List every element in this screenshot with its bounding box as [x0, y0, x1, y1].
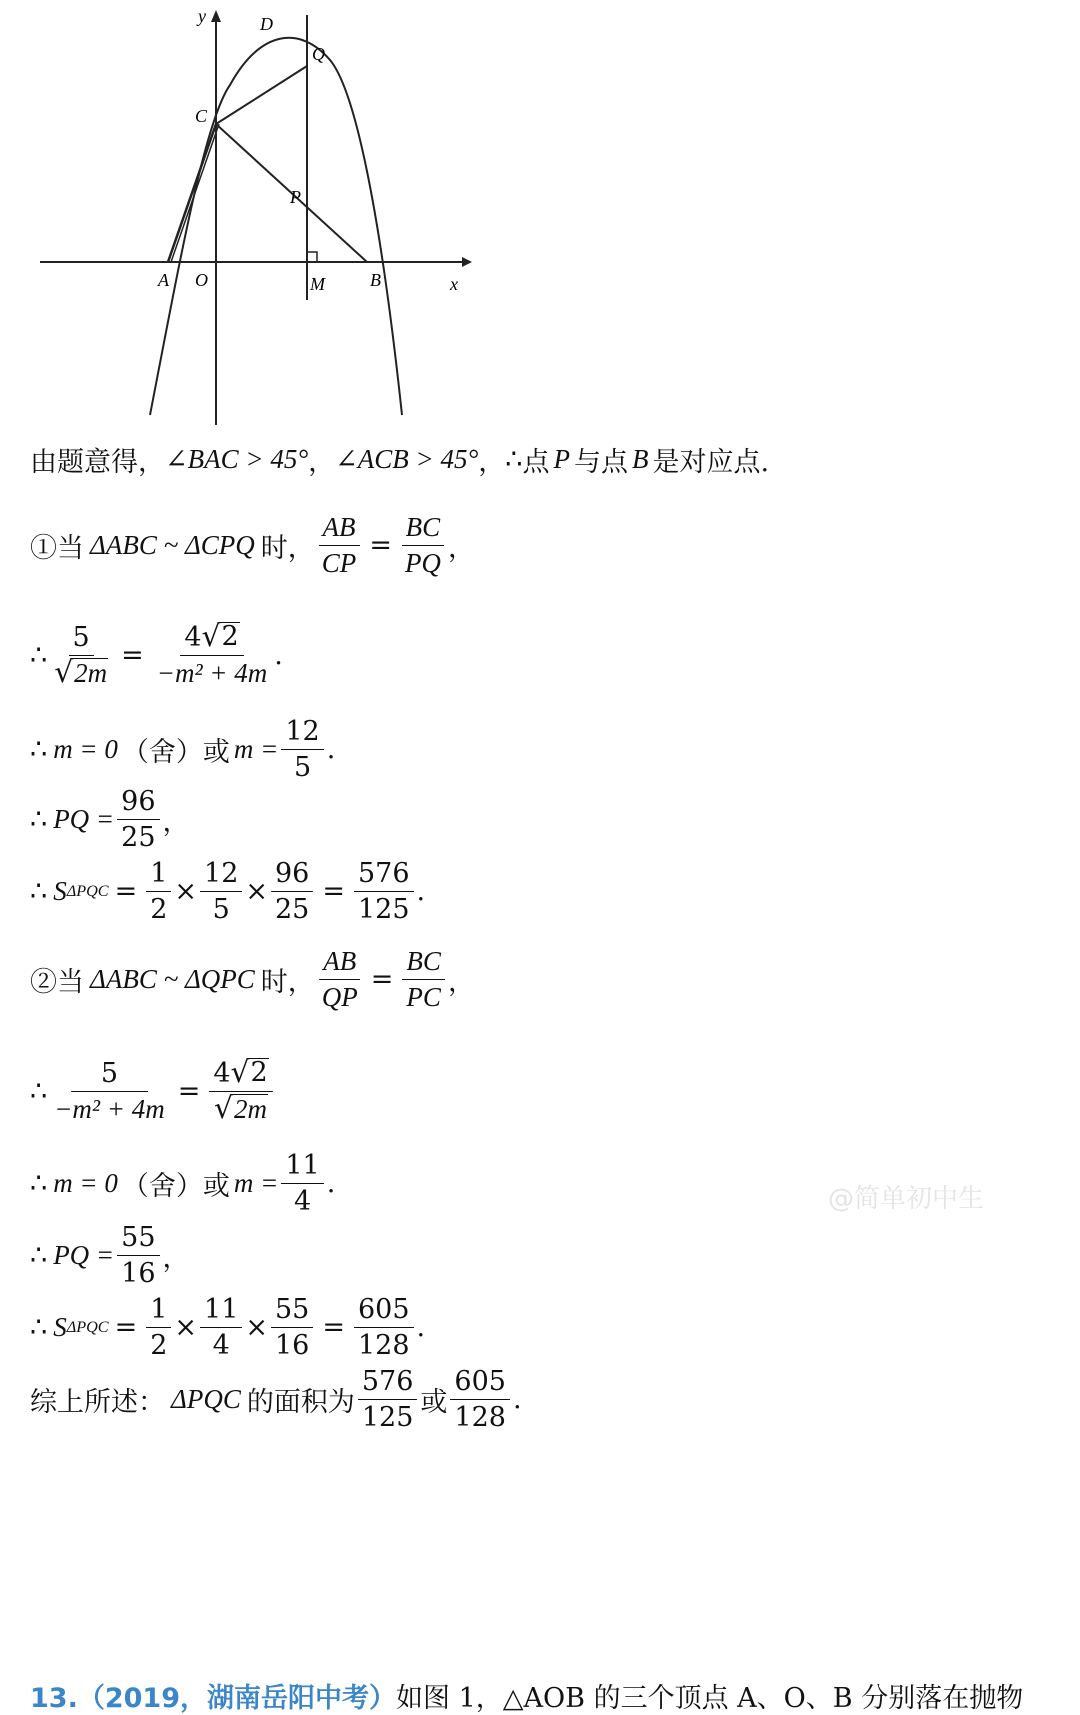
angle-bac: ∠BAC > 45° — [165, 444, 309, 474]
text: 综上所述： — [30, 1387, 165, 1419]
similarity: ΔABC ~ ΔCPQ — [90, 530, 255, 561]
area-symbol: S — [53, 876, 67, 907]
label-x: x — [450, 274, 458, 294]
case-1-line — [30, 512, 475, 579]
angle-acb: ∠ACB > 45° — [335, 444, 479, 474]
denominator: PQ — [404, 548, 441, 579]
denominator: 25 — [275, 894, 310, 926]
equals: = — [177, 1076, 201, 1108]
therefore-symbol: ∴ — [30, 640, 48, 672]
radicand: 2m — [74, 658, 108, 689]
therefore-symbol: ∴ — [505, 444, 523, 475]
sqrt: √ 2 — [230, 1055, 268, 1090]
denominator: 125 — [361, 1402, 414, 1434]
denominator: CP — [321, 548, 357, 579]
text: （舍）或 — [121, 737, 230, 769]
text: ， — [162, 807, 190, 839]
question-label: 13.（2019，湖南岳阳中考） — [30, 1683, 396, 1714]
denominator: 16 — [121, 1258, 156, 1290]
label-b: B — [370, 270, 381, 290]
text: 与点 — [573, 447, 628, 478]
segment-cq — [216, 66, 307, 124]
x-axis-arrow — [462, 257, 472, 267]
expression: m = — [233, 1168, 279, 1199]
therefore-symbol: ∴ — [30, 734, 48, 766]
fraction — [50, 1058, 169, 1125]
text: ， — [478, 447, 506, 478]
equals: = — [370, 964, 394, 996]
right-angle-mark — [307, 252, 317, 262]
radicand: 2 — [221, 621, 239, 653]
expression: m = 0 — [53, 734, 118, 765]
denominator: 5 — [293, 752, 312, 784]
label-d: D — [260, 14, 273, 34]
equation-5 — [30, 1055, 276, 1127]
numerator: 12 — [281, 716, 323, 750]
text: （舍）或 — [121, 1171, 230, 1203]
parabola-curve — [150, 38, 402, 415]
point-b: B — [631, 444, 649, 474]
fraction — [271, 1294, 313, 1361]
radicand: 2 — [250, 1057, 268, 1089]
numerator: 11 — [281, 1150, 323, 1184]
label-q: Q — [312, 44, 325, 64]
fraction — [354, 858, 414, 925]
fraction — [146, 1294, 171, 1361]
denominator: 128 — [357, 1330, 410, 1362]
numerator — [209, 1055, 272, 1092]
equation-3 — [30, 786, 190, 853]
text: ， — [162, 1243, 190, 1275]
case-2-line — [30, 946, 475, 1013]
sqrt: √ 2m — [54, 655, 108, 691]
text: . — [512, 1384, 522, 1416]
question-text: 如图 1，△AOB 的三个顶点 A、O、B 分别落在抛物 — [395, 1683, 1024, 1714]
fraction — [354, 1294, 414, 1361]
numerator — [180, 619, 243, 656]
expression: PQ = — [53, 804, 115, 835]
label-m: M — [310, 274, 325, 294]
fraction — [50, 622, 112, 689]
denominator — [210, 1092, 272, 1125]
fraction — [117, 1222, 159, 1289]
question-13 — [30, 1676, 1023, 1715]
equals: = — [114, 1312, 138, 1344]
denominator: 125 — [357, 894, 410, 926]
equals: = — [121, 640, 144, 672]
sqrt: √ 2m — [214, 1091, 267, 1127]
denominator: 2 — [150, 1330, 168, 1362]
equation-4 — [30, 858, 425, 925]
fraction — [271, 858, 313, 925]
times: × — [245, 1312, 268, 1344]
therefore-symbol: ∴ — [30, 1312, 48, 1344]
equals: = — [322, 876, 345, 908]
text: 或 — [420, 1387, 448, 1419]
segment-ac — [168, 124, 216, 262]
equals: = — [369, 530, 392, 562]
fraction — [358, 1366, 418, 1433]
fraction — [200, 1294, 242, 1361]
text: . — [416, 876, 426, 908]
text: ， — [447, 967, 475, 999]
numerator: 1 — [146, 1294, 171, 1328]
subscript: ΔPQC — [66, 882, 109, 901]
denominator: 2 — [150, 894, 168, 926]
denominator: 5 — [212, 894, 230, 926]
coefficient: 4 — [184, 622, 202, 653]
area-symbol: S — [53, 1312, 67, 1343]
text: 点 — [522, 447, 550, 478]
numerator: 96 — [271, 858, 313, 892]
text: ， — [447, 533, 475, 565]
numerator: 5 — [69, 622, 94, 656]
fraction — [153, 619, 272, 689]
equals: = — [114, 876, 138, 908]
fraction — [281, 1150, 323, 1217]
denominator — [50, 656, 112, 689]
fraction — [402, 946, 445, 1013]
label-o: O — [195, 270, 208, 290]
equation-6 — [30, 1150, 335, 1217]
numerator: 55 — [117, 1222, 159, 1256]
numerator: 55 — [271, 1294, 313, 1328]
numerator: AB — [319, 946, 360, 980]
radicand: 2m — [233, 1094, 267, 1125]
expression: PQ = — [53, 1240, 115, 1271]
therefore-symbol: ∴ — [30, 876, 48, 908]
fraction — [146, 858, 171, 925]
equation-8 — [30, 1294, 425, 1361]
label-p: P — [290, 187, 301, 207]
point-p: P — [553, 444, 570, 474]
text: 由题意得， — [30, 447, 165, 478]
numerator: 605 — [450, 1366, 510, 1400]
denominator: QP — [321, 982, 358, 1013]
text: . — [326, 734, 336, 766]
denominator: 25 — [121, 822, 156, 854]
fraction — [281, 716, 323, 783]
times: × — [174, 876, 198, 908]
fraction — [318, 512, 361, 579]
text: 时， — [260, 533, 315, 565]
watermark: @简单初中生 — [827, 1184, 984, 1214]
text: 的面积为 — [246, 1387, 355, 1419]
expression: m = 0 — [53, 1168, 118, 1199]
fraction — [209, 1055, 272, 1127]
numerator: 576 — [354, 858, 414, 892]
numerator: BC — [402, 512, 445, 546]
text: . — [274, 640, 283, 672]
numerator: BC — [402, 946, 445, 980]
denominator: 4 — [212, 1330, 230, 1362]
y-axis-arrow — [211, 10, 221, 22]
denominator: 4 — [293, 1186, 312, 1218]
segment-ac-2 — [171, 124, 219, 262]
denominator: 16 — [275, 1330, 310, 1362]
subscript: ΔPQC — [66, 1318, 109, 1337]
numerator: 5 — [71, 1058, 148, 1092]
equation-1 — [30, 619, 283, 691]
sqrt: √ 2 — [201, 619, 239, 654]
parabola-figure — [30, 0, 490, 430]
denominator: −m² + 4m — [54, 1094, 165, 1125]
denominator: 128 — [454, 1402, 506, 1434]
numerator: 576 — [358, 1366, 418, 1400]
fraction — [318, 946, 362, 1013]
text: . — [416, 1312, 426, 1344]
triangle: ΔPQC — [171, 1384, 241, 1415]
equation-7 — [30, 1222, 190, 1289]
fraction — [117, 786, 159, 853]
label-y: y — [198, 6, 206, 26]
numerator: AB — [319, 512, 360, 546]
coefficient: 4 — [213, 1058, 231, 1089]
numerator: 11 — [200, 1294, 242, 1328]
fraction — [200, 858, 242, 925]
times: × — [174, 1312, 198, 1344]
fraction — [401, 512, 445, 579]
similarity: ΔABC ~ ΔQPC — [90, 964, 255, 995]
times: × — [245, 876, 268, 908]
denominator: PC — [406, 982, 441, 1013]
case-label: ①当 — [30, 533, 84, 565]
denominator: −m² + 4m — [156, 658, 268, 689]
numerator: 1 — [146, 858, 171, 892]
label-a: A — [158, 270, 169, 290]
equals: = — [322, 1312, 345, 1344]
label-c: C — [195, 106, 208, 126]
numerator: 96 — [117, 786, 159, 820]
case-label: ②当 — [30, 967, 84, 999]
therefore-symbol: ∴ — [30, 804, 48, 836]
summary-line — [30, 1366, 522, 1433]
numerator: 12 — [200, 858, 242, 892]
therefore-symbol: ∴ — [30, 1168, 48, 1200]
therefore-symbol: ∴ — [30, 1076, 48, 1108]
expression: m = — [233, 734, 279, 765]
text: 时， — [260, 967, 315, 999]
reasoning-line — [30, 440, 769, 479]
numerator: 605 — [354, 1294, 414, 1328]
text: ， — [308, 447, 336, 478]
text: 是对应点. — [652, 447, 770, 478]
fraction — [450, 1366, 510, 1433]
therefore-symbol: ∴ — [30, 1240, 48, 1272]
text: . — [326, 1168, 336, 1200]
equation-2 — [30, 716, 335, 783]
